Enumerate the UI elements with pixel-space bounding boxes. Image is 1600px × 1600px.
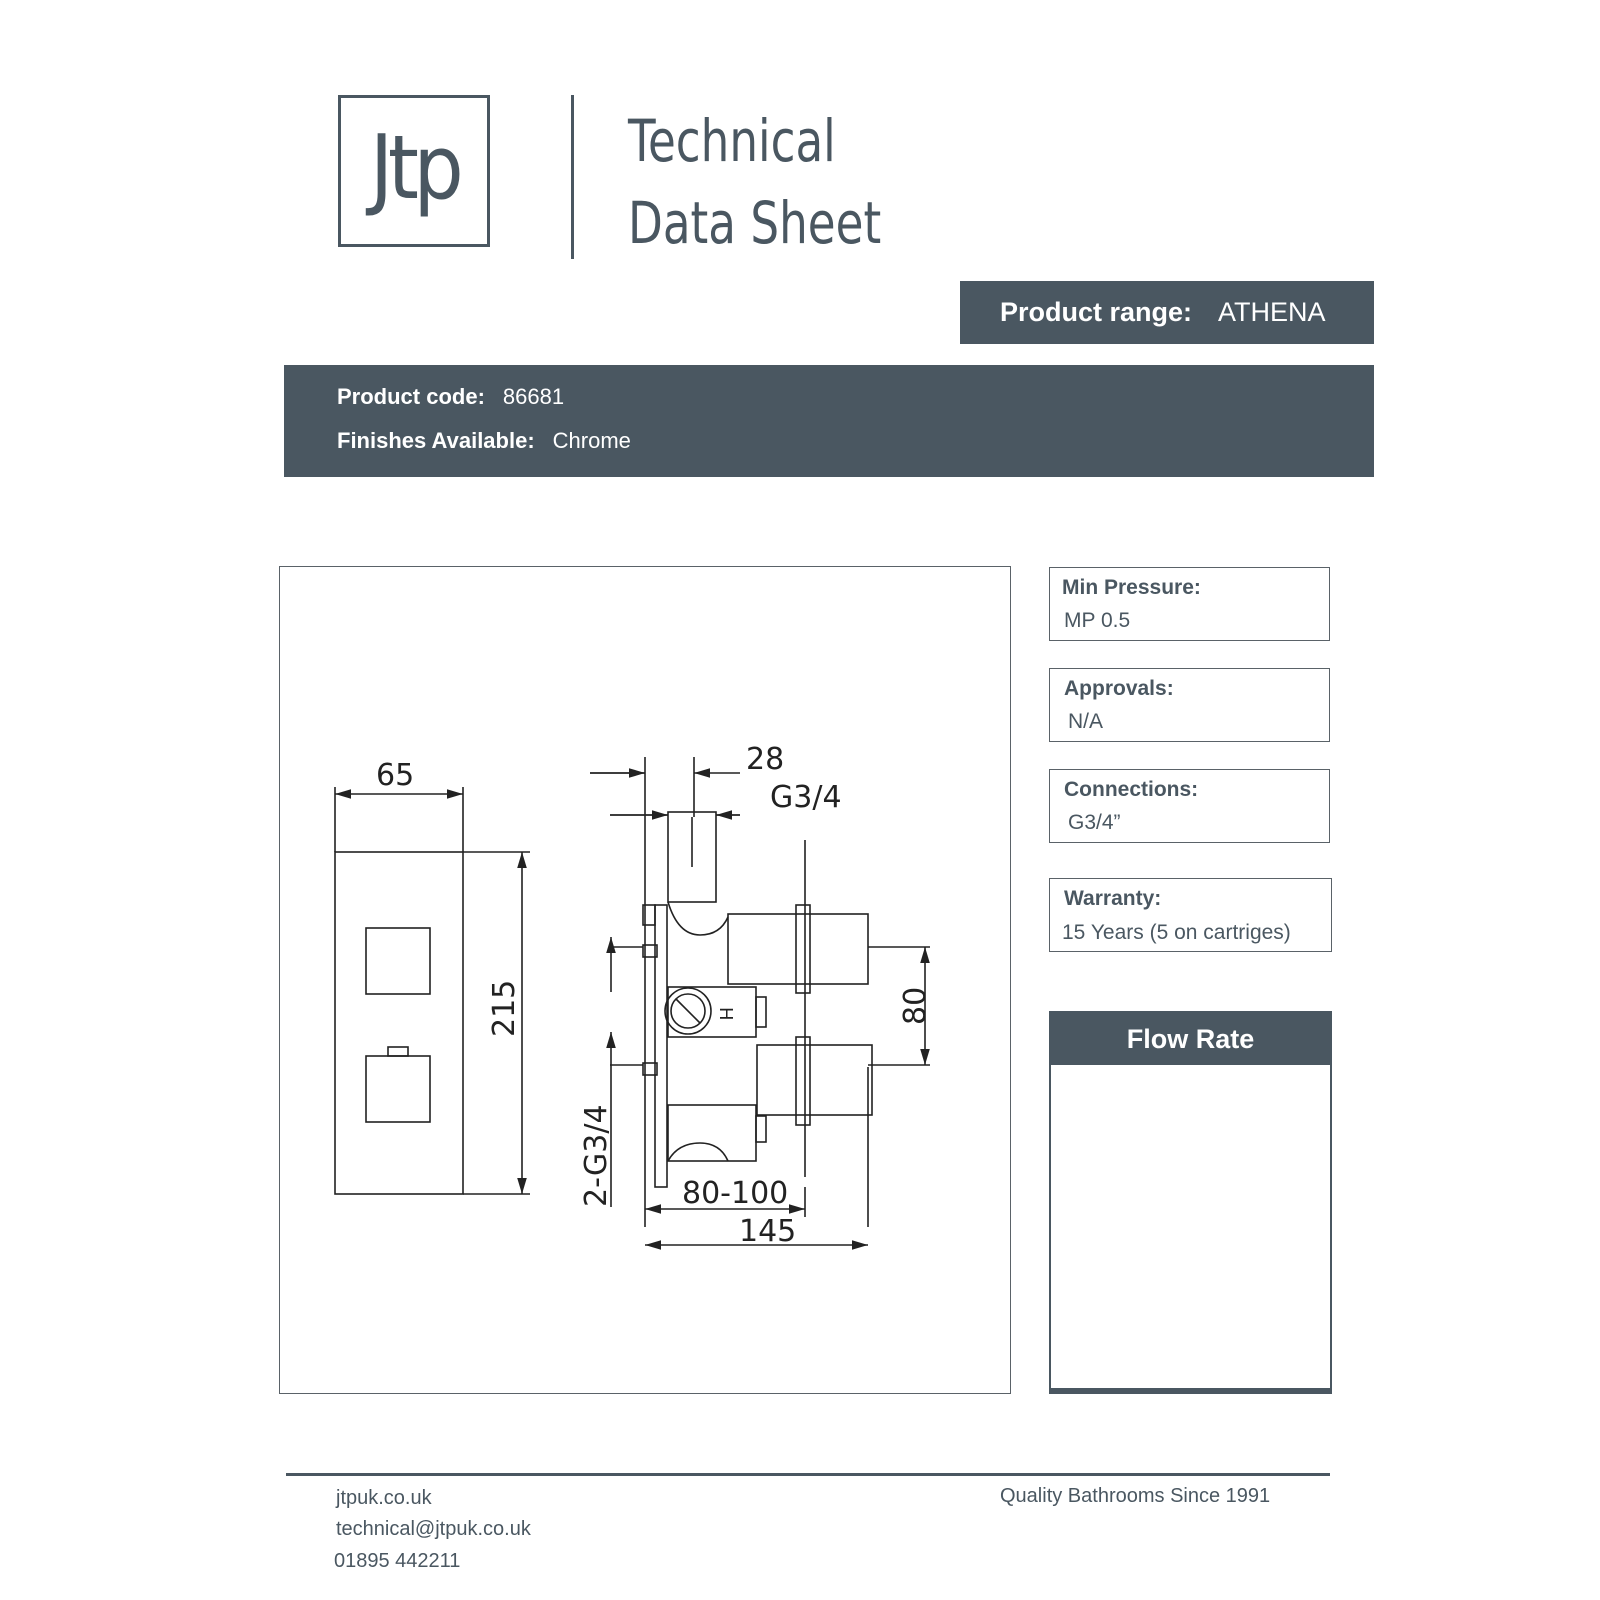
finishes-row [337,419,1374,463]
brand-logo [338,95,490,247]
dim-label-80: 80 [898,986,933,1025]
document-title [628,100,881,264]
front-knob-upper [366,928,430,994]
valve-nut-middle [756,997,766,1027]
product-code-value: 86681 [502,384,565,409]
valve-body-middle [668,987,756,1037]
valve-body-lower [668,1105,756,1161]
footer-phone: 01895 442211 [334,1550,461,1572]
product-info-bar [284,365,1374,477]
product-range-bar [960,281,1374,344]
valve-mark: H [715,1007,736,1021]
footer-email: technical@jtpuk.co.uk [336,1518,531,1540]
spec-connections [1049,769,1330,843]
spec-value: G3/4” [1068,811,1121,834]
front-knob-lower [366,1056,430,1122]
spec-label: Warranty: [1064,887,1162,910]
spec-min-pressure [1049,567,1330,641]
valve-collar-lower [796,1037,810,1125]
title-line-2: Data Sheet [628,189,882,257]
technical-drawing-frame [279,566,1011,1394]
valve-spindle-lower [757,1045,872,1115]
technical-drawing [280,567,1009,1392]
footer-website: jtpuk.co.uk [336,1487,432,1509]
finishes-label: Finishes Available: [337,428,535,453]
spec-approvals [1049,668,1330,742]
header-divider [571,95,574,259]
spec-warranty [1049,878,1332,952]
dim-label-65: 65 [376,758,415,793]
spec-value: 15 Years (5 on cartriges) [1062,921,1291,944]
dim-label-215: 215 [487,979,522,1037]
dim-label-80-100: 80-100 [682,1176,789,1211]
spec-label: Approvals: [1064,677,1174,700]
dim-label-g34: G3/4 [770,780,842,815]
spec-label: Min Pressure: [1062,576,1201,599]
finishes-value: Chrome [552,428,631,453]
product-range-label: Product range: [1000,297,1193,327]
brand-logo-text: Jtp [369,116,459,219]
dim-label-28: 28 [746,742,785,777]
dim-label-145: 145 [739,1214,797,1249]
valve-spindle-upper [728,914,868,984]
front-plate [335,852,463,1194]
footer-rule [286,1473,1330,1476]
dim-label-inlets: 2-G3/4 [579,1104,614,1207]
title-line-1: Technical [628,107,836,175]
spec-label: Connections: [1064,778,1199,801]
spec-value: N/A [1068,710,1104,733]
spec-value: MP 0.5 [1064,609,1131,632]
flow-rate-panel [1049,1011,1332,1394]
front-knob-tab [388,1047,408,1056]
product-code-label: Product code: [337,384,485,409]
product-range-value: ATHENA [1218,297,1326,327]
flow-rate-title: Flow Rate [1051,1013,1330,1065]
footer-tagline: Quality Bathrooms Since 1991 [1000,1485,1271,1507]
product-code-row [337,375,1374,419]
valve-collar-upper [796,905,810,993]
